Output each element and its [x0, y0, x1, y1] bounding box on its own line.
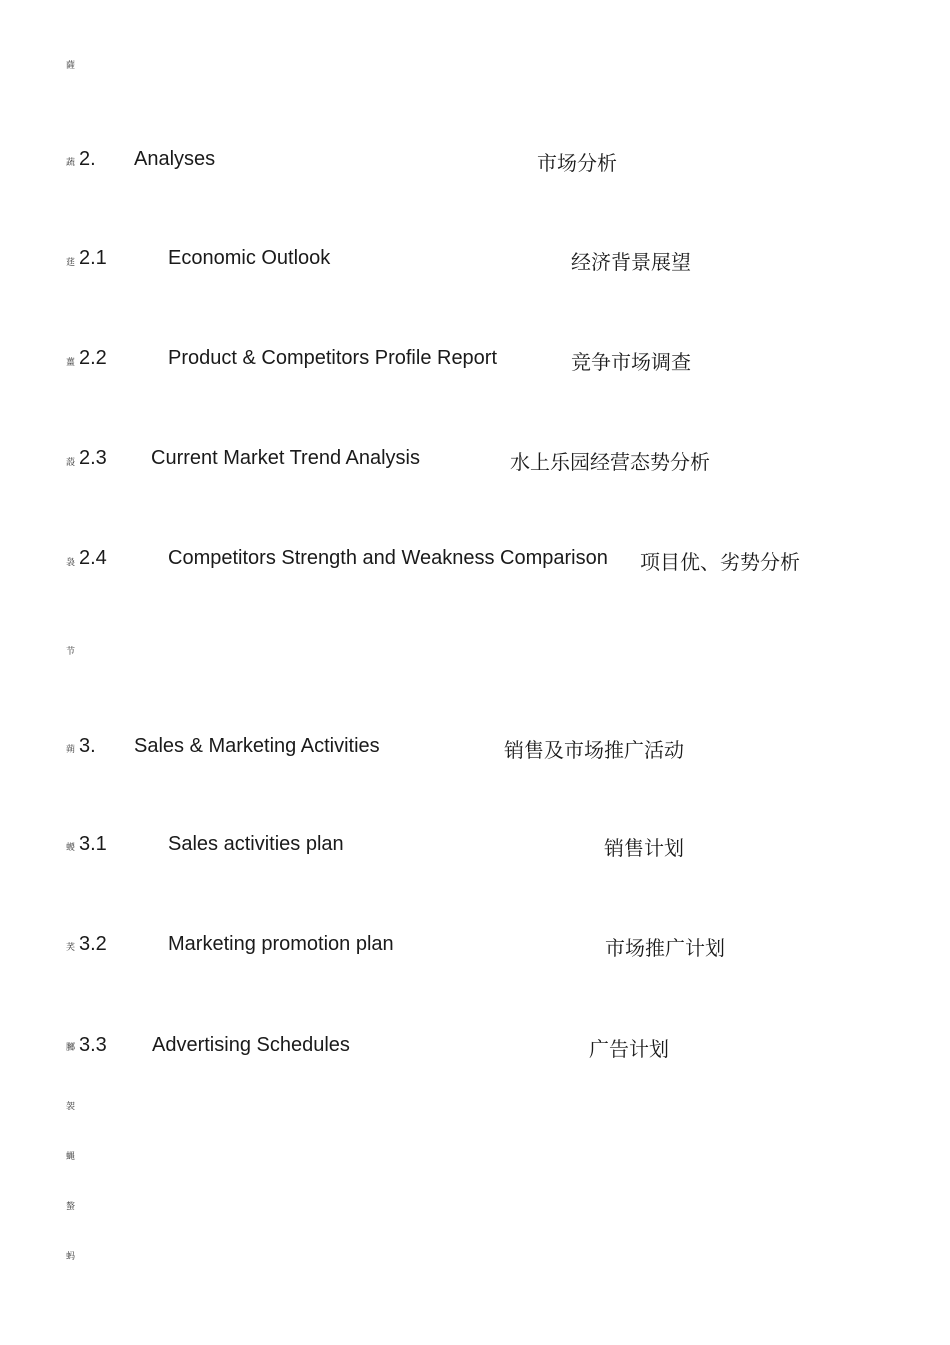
margin-mark: 节 [66, 647, 76, 657]
margin-mark: 袅 [66, 558, 76, 568]
section-title-zh: 市场分析 [537, 151, 617, 175]
margin-mark: 薩 [66, 61, 76, 71]
margin-mark: 蒴 [66, 745, 76, 755]
section-number: 3.1 [79, 833, 107, 855]
section-number: 3.3 [79, 1034, 107, 1056]
section-title-en: Advertising Schedules [152, 1034, 350, 1056]
margin-mark: 膷 [66, 1043, 76, 1053]
section-title-zh: 经济背景展望 [571, 250, 691, 274]
margin-mark: 蔎 [66, 458, 76, 468]
section-title-zh: 项目优、劣势分析 [640, 550, 800, 574]
section-number: 2.4 [79, 547, 107, 569]
section-number: 2. [79, 148, 96, 170]
section-title-zh: 竞争市场调查 [571, 350, 691, 374]
section-title-en: Economic Outlook [168, 247, 331, 269]
margin-mark: 薑 [66, 358, 76, 368]
margin-mark: 芺 [66, 943, 76, 953]
section-title-en: Product & Competitors Profile Report [168, 347, 498, 369]
section-number: 3.2 [79, 933, 107, 955]
section-number: 3. [79, 735, 96, 757]
section-number: 2.1 [79, 247, 107, 269]
margin-mark: 袈 [66, 1102, 76, 1112]
section-title-zh: 市场推广计划 [605, 936, 725, 960]
section-title-en: Sales & Marketing Activities [134, 735, 380, 757]
margin-mark: 蝬 [66, 843, 76, 853]
margin-mark: 蚂 [66, 1252, 76, 1262]
section-title-zh: 销售计划 [604, 836, 684, 860]
section-number: 2.3 [79, 447, 107, 469]
section-title-en: Current Market Trend Analysis [151, 447, 420, 469]
margin-mark: 莛 [66, 258, 76, 268]
margin-mark: 蝿 [66, 1152, 76, 1162]
section-title-en: Sales activities plan [168, 833, 344, 855]
section-title-zh: 销售及市场推广活动 [504, 738, 684, 762]
section-title-en: Analyses [134, 148, 216, 170]
section-number: 2.2 [79, 347, 107, 369]
section-title-en: Competitors Strength and Weakness Comparison [168, 547, 608, 569]
margin-mark: 螯 [66, 1202, 76, 1212]
section-title-zh: 广告计划 [589, 1037, 669, 1061]
margin-mark: 蔬 [66, 158, 76, 168]
section-title-zh: 水上乐园经营态势分析 [510, 450, 710, 474]
section-title-en: Marketing promotion plan [168, 933, 394, 955]
